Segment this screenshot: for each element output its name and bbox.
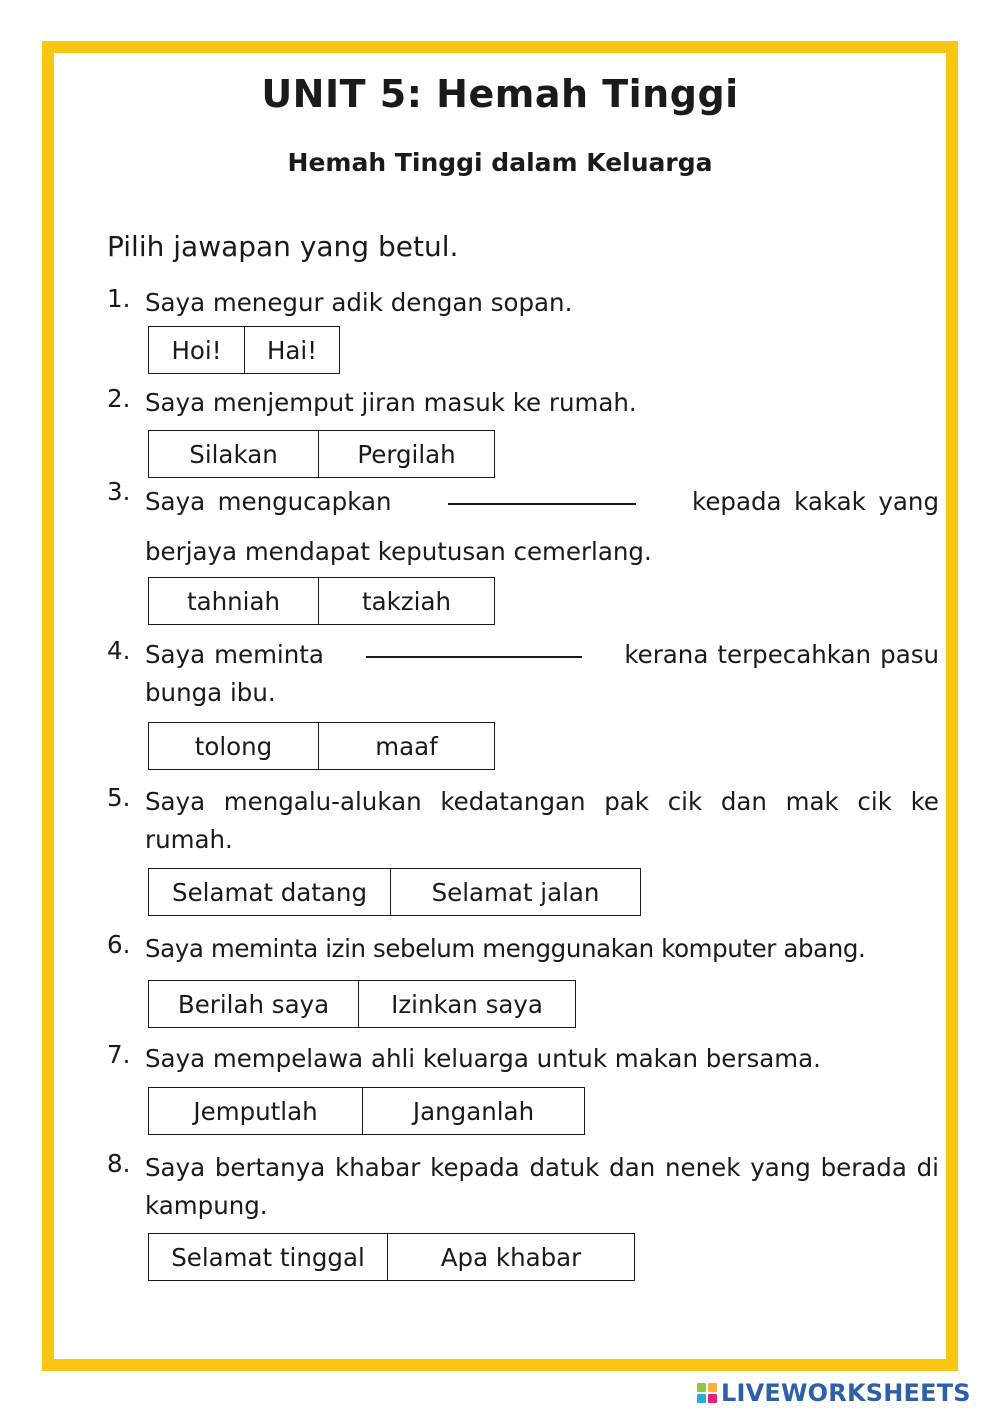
option-button[interactable]: Apa khabar — [387, 1234, 634, 1280]
question-text: Saya mengalu-alukan kedatangan pak cik dan mak cik ke rumah. — [145, 787, 939, 854]
question-text-before: Saya meminta — [145, 640, 324, 669]
option-button[interactable]: Selamat jalan — [390, 869, 640, 915]
answer-options-8 — [148, 1233, 635, 1281]
option-button[interactable]: Selamat datang — [172, 877, 367, 907]
question-text: Saya menegur adik dengan sopan. — [145, 288, 573, 317]
question-text: Saya mempelawa ahli keluarga untuk makan bersama. — [145, 1044, 821, 1073]
liveworksheets-logo-icon — [697, 1383, 717, 1403]
answer-options-1 — [148, 326, 340, 374]
option-button[interactable]: Janganlah — [362, 1088, 584, 1134]
question-1 — [107, 284, 939, 322]
answer-options-7 — [148, 1087, 585, 1135]
question-2 — [107, 384, 939, 422]
option-button[interactable]: tahniah — [186, 586, 281, 616]
question-number: 2. — [107, 384, 131, 413]
option-button[interactable]: Jemputlah — [193, 1096, 318, 1126]
instruction: Pilih jawapan yang betul. — [107, 230, 459, 263]
page-subtitle: Hemah Tinggi dalam Keluarga — [287, 148, 713, 177]
answer-blank — [448, 502, 636, 505]
question-text — [145, 477, 939, 577]
question-text: Saya menjemput jiran masuk ke rumah. — [145, 388, 637, 417]
answer-options-6 — [148, 980, 576, 1028]
question-4 — [107, 636, 939, 712]
question-text-after: kerana terpecahkan pasu bunga ibu. — [145, 640, 939, 707]
option-button[interactable]: Izinkan saya — [358, 981, 575, 1027]
brand-name: LIVEWORKSHEETS — [721, 1379, 971, 1407]
question-3 — [107, 477, 939, 577]
question-text: Saya meminta izin sebelum menggunakan komputer abang. — [145, 934, 866, 963]
question-number: 1. — [107, 284, 131, 313]
question-7 — [107, 1040, 939, 1078]
page-title: UNIT 5: Hemah Tinggi — [261, 72, 739, 116]
question-number: 3. — [107, 477, 131, 506]
question-number: 4. — [107, 636, 131, 665]
answer-options-5 — [148, 868, 641, 916]
option-button[interactable]: maaf — [318, 723, 494, 769]
option-button[interactable]: Hoi! — [171, 335, 222, 365]
question-number: 8. — [107, 1149, 131, 1178]
question-text — [145, 636, 939, 712]
option-button[interactable]: Pergilah — [318, 431, 494, 477]
question-number: 5. — [107, 783, 131, 812]
answer-options-4 — [148, 722, 495, 770]
question-number: 7. — [107, 1040, 131, 1069]
question-6 — [107, 930, 939, 968]
option-button[interactable]: tolong — [194, 731, 273, 761]
option-button[interactable]: Selamat tinggal — [171, 1242, 365, 1272]
answer-options-3 — [148, 577, 495, 625]
question-text-after: kepada kakak yang berjaya mendapat keputusan cemerlang. — [145, 487, 939, 566]
question-text: Saya bertanya khabar kepada datuk dan nenek yang berada di kampung. — [145, 1153, 939, 1220]
answer-options-2 — [148, 430, 495, 478]
answer-blank — [366, 655, 582, 658]
question-5 — [107, 783, 939, 859]
liveworksheets-logo[interactable] — [697, 1378, 971, 1408]
option-button[interactable]: takziah — [318, 578, 494, 624]
question-text-before: Saya mengucapkan — [145, 487, 392, 516]
question-8 — [107, 1149, 939, 1225]
option-button[interactable]: Silakan — [189, 439, 278, 469]
option-button[interactable]: Hai! — [244, 327, 339, 373]
option-button[interactable]: Berilah saya — [177, 989, 330, 1019]
question-number: 6. — [107, 930, 131, 959]
